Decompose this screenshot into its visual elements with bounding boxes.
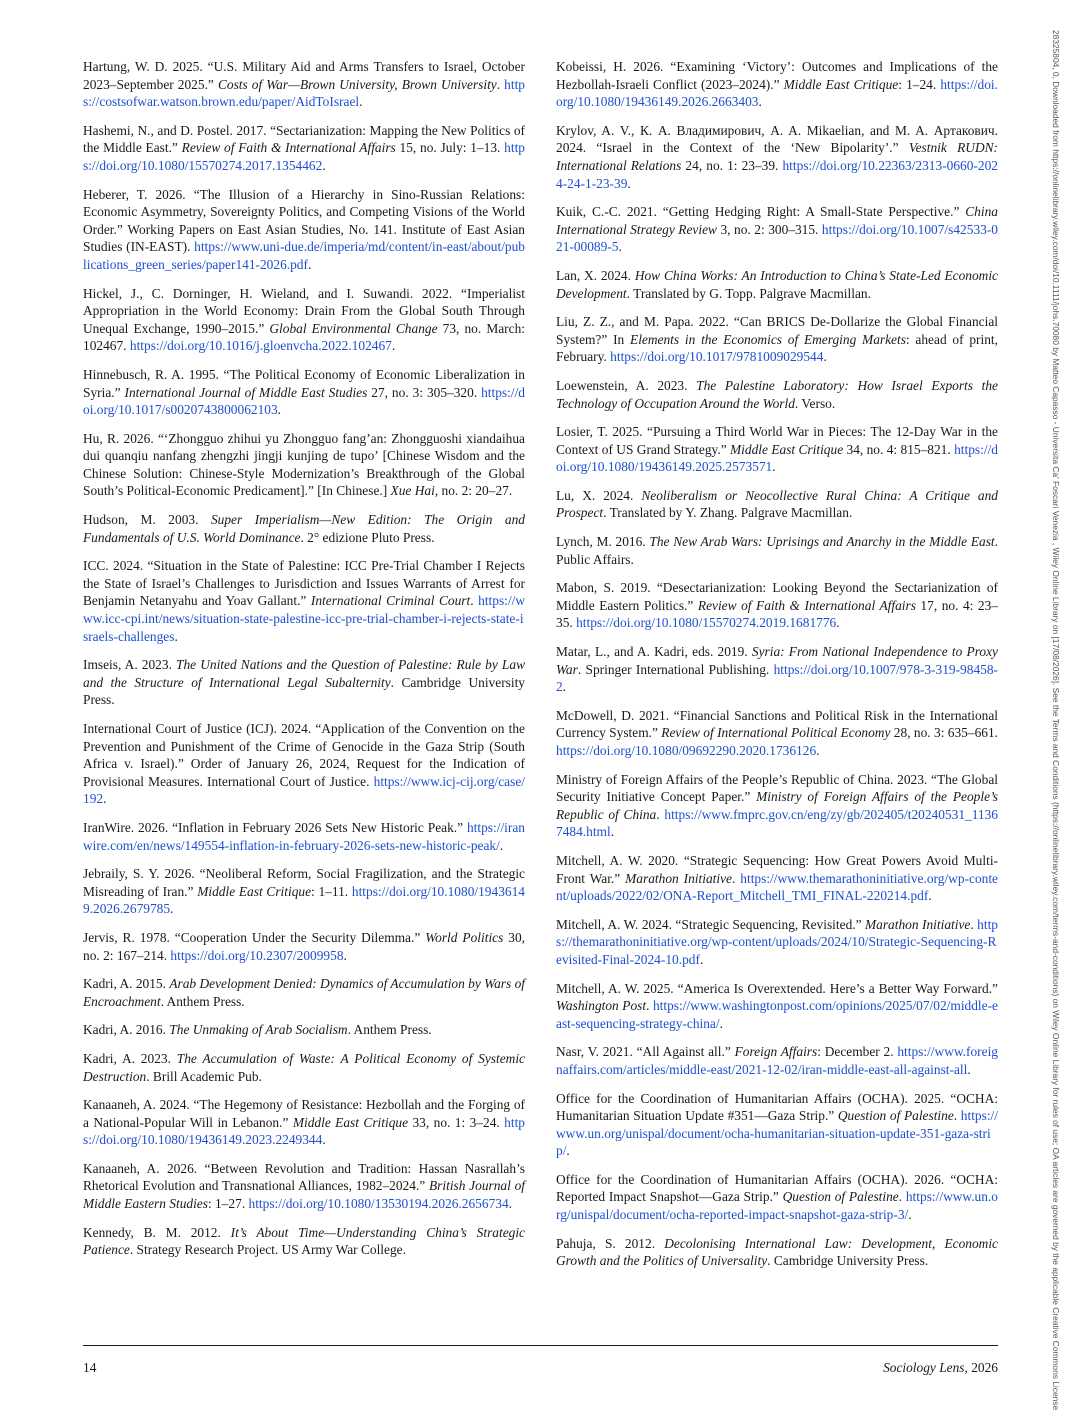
reference-text: . [772,459,776,475]
references-column-right [556,58,998,1281]
reference-text: . Public Affairs. [556,534,998,567]
reference-link[interactable]: https://doi.org/10.1080/19436149.2026.2663403 [556,76,998,110]
reference-link[interactable]: https://doi.org/10.1080/15570274.2019.1681776 [576,615,837,631]
reference-link[interactable]: https://costsofwar.watson.brown.edu/paper/AidToIsrael [83,76,525,110]
reference-text: Kuik, C.-C. 2021. “Getting Hedging Right: A Small-State Perspective.” [556,204,966,220]
reference-text: Imseis, A. 2023. [83,657,177,673]
page-number: 14 [83,1360,97,1375]
reference-italic-title: Decolonising International Law: Development, Economic Growth and the Politics of Universality [556,1235,999,1269]
reference-link[interactable]: https://doi.org/10.1080/13530194.2026.2656734 [248,1196,509,1212]
reference-text: . [823,349,827,365]
reference-text: Lu, X. 2024. [556,487,642,503]
reference-text: Kobeissi, H. 2026. “Examining ‘Victory’: Outcomes and Implications of the Hezbollah-Israeli Conflict (2023–2024).” [556,59,998,92]
reference-entry [83,1160,525,1213]
reference-text: Mitchell, A. W. 2024. “Strategic Sequencing, Revisited.” [556,916,865,932]
reference-text: . [322,157,326,173]
reference-link[interactable]: https://doi.org/10.1080/19436149.2025.2573571 [556,441,998,475]
reference-text: Office for the Coordination of Humanitarian Affairs (OCHA). 2026. “OCHA: Reported Impact Snapshot—Gaza Strip.” [556,1171,998,1205]
reference-text: . Cambridge University Press. [767,1253,929,1269]
reference-link[interactable]: https://doi.org/10.1080/19436149.2026.2679785 [83,883,525,917]
reference-text: Office for the Coordination of Humanitarian Affairs (OCHA). 2025. “OCHA: Humanitarian Situation Update #351—Gaza Strip.” [556,1090,998,1124]
reference-text: . Translated by G. Topp. Palgrave Macmillan. [626,285,871,301]
reference-italic-title: Elements in the Economics of Emerging Markets [630,331,906,347]
reference-link[interactable]: https://www.un.org/unispal/document/ocha-reported-impact-snapshot-gaza-strip-3/ [556,1189,998,1223]
reference-entry [556,916,998,969]
reference-text: Lynch, M. 2016. [556,534,650,550]
reference-text: . [322,1132,326,1148]
reference-italic-title: Marathon Initiative [865,916,971,932]
reference-text: . Anthem Press. [347,1022,432,1038]
reference-entry [83,1096,525,1149]
reference-text: : 1–11. [311,883,352,899]
reference-italic-title: Review of Faith & International Affairs [697,597,916,613]
reference-italic-title: Costs of War—Brown University, Brown University [217,76,497,92]
reference-italic-title: Global Environmental Change [269,320,438,336]
reference-italic-title: It’s About Time—Understanding China’s Strategic Patience [83,1224,526,1258]
reference-italic-title: Syria: From National Independence to Proxy War [556,644,998,677]
reference-text: Liu, Z. Z., and M. Papa. 2022. “Can BRICS De-Dollarize the Global Financial System?” In [556,314,998,347]
reference-text: 17, no. 4: 23–35. [556,597,998,631]
reference-text: . [953,1108,961,1124]
reference-italic-title: Middle East Critique [292,1114,409,1130]
journal-year: , 2026 [964,1360,998,1375]
reference-text: Losier, T. 2025. “Pursuing a Third World War in Pieces: The 12-Day War in the Context of US Grand Strategy.” [556,424,998,457]
reference-text: . [758,94,762,110]
reference-link[interactable]: https://www.fmprc.gov.cn/eng/zy/gb/202405/t20240531_11367484.html [556,806,998,840]
reference-entry [556,487,998,522]
reference-entry [556,533,998,568]
reference-text: 24, no. 1: 23–39. [681,157,783,173]
reference-text: . [170,901,174,917]
reference-text: . [391,338,396,354]
reference-text: . [618,239,622,255]
reference-text: Hashemi, N., and D. Postel. 2017. “Sectarianization: Mapping the New Politics of the Middle East.” [83,122,525,156]
reference-entry [556,58,998,111]
reference-italic-title: Neoliberalism or Neocollective Rural China: A Critique and Prospect [556,487,998,521]
reference-text: . [732,870,741,886]
reference-text: Jebraily, S. Y. 2026. “Neoliberal Reform, Social Fragilization, and the Strategic Misreading of Iran.” [83,866,525,899]
reference-text: Hinnebusch, R. A. 1995. “The Political Economy of Economic Liberalization in Syria.” [83,366,525,400]
reference-text: . [646,998,653,1014]
reference-link[interactable]: https://doi.org/10.1007/s42533-021-00089-5 [556,221,998,255]
reference-entry [83,656,525,709]
reference-entry [83,819,525,854]
reference-link[interactable]: https://doi.org/10.1080/09692290.2020.1736126 [556,743,817,758]
reference-text: . [908,1207,912,1223]
reference-text: . [277,402,282,418]
reference-italic-title: World Politics [425,929,504,945]
reference-entry [556,980,998,1033]
reference-italic-title: Question of Palestine [782,1189,899,1205]
reference-italic-title: Ministry of Foreign Affairs of the People’s Republic of China [556,789,998,822]
reference-text: 30, no. 2: 167–214. [83,929,526,963]
reference-text: . [836,615,840,631]
reference-entry [83,58,525,111]
reference-text: Hudson, M. 2003. [83,512,211,528]
reference-text: IranWire. 2026. “Inflation in February 2026 Sets New Historic Peak.” [83,819,467,835]
reference-link[interactable]: https://iranwire.com/en/news/149554-inflation-in-february-2026-sets-new-historic-peak/ [83,819,525,853]
reference-entry [83,865,525,918]
reference-italic-title: Foreign Affairs [734,1044,818,1060]
reference-link[interactable]: https://doi.org/10.1016/j.gloenvcha.2022.102467 [129,338,392,354]
reference-text: 15, no. July: 1–13. [395,140,505,156]
reference-italic-title: The United Nations and the Question of Palestine: Rule by Law and the Structure of International Legal Subalternity [83,657,525,690]
reference-text: . Cambridge University Press. [83,674,525,708]
reference-text: Loewenstein, A. 2023. [556,377,697,393]
reference-italic-title: Vestnik RUDN: International Relations [556,140,998,173]
reference-text: . [307,256,312,272]
reference-text: . [816,743,820,758]
journal-name: Sociology Lens [883,1360,965,1375]
reference-entry [556,313,998,366]
reference-link[interactable]: https://doi.org/10.1017/s0020743800062103 [83,384,525,418]
reference-text: . [499,837,504,853]
reference-italic-title: The Unmaking of Arab Socialism [169,1022,348,1038]
reference-text: Hartung, W. D. 2025. “U.S. Military Aid and Arms Transfers to Israel, October 2023–September 2025.” [83,59,525,92]
reference-entry [83,430,525,500]
reference-text: Jervis, R. 1978. “Cooperation Under the Security Dilemma.” [83,929,426,945]
reference-italic-title: The New Arab Wars: Uprisings and Anarchy in the Middle East [649,534,995,550]
reference-text: : 1–27. [207,1196,249,1212]
reference-text: Kanaaneh, A. 2026. “Between Revolution and Tradition: Hassan Nasrallah’s Rhetorical Evolution and Transnational Alliances, 1982–2024.” [83,1160,525,1194]
reference-italic-title: International Journal of Middle East Studies [124,384,368,400]
journal-label [883,1360,998,1376]
reference-entry [556,1043,998,1078]
reference-entry [83,122,525,175]
reference-entry [556,1235,998,1270]
reference-text: . [174,628,178,644]
reference-text: Kadri, A. 2016. [83,1022,170,1038]
reference-text: Heberer, T. 2026. “The Illusion of a Hierarchy in Sino-Russian Relations: Economic Asymmetry, Sovereignty Politics, and Competing Visions of the World Order.” Working Papers on East Asian Studies, No. 141. Institute of East Asian Studies (IN-EAST). [83,186,525,255]
reference-text: Kanaaneh, A. 2024. “The Hegemony of Resistance: Hezbollah and the Forging of a National-Popular Will in Lebanon.” [83,1097,525,1130]
reference-entry [556,122,998,192]
reference-text: , no. 2: 20–27. [434,483,513,499]
reference-link[interactable]: https://doi.org/10.1007/978-3-319-98458-2 [556,661,998,695]
reference-text: Pahuja, S. 2012. [556,1235,665,1251]
reference-text: Mabon, S. 2019. “Desectarianization: Looking Beyond the Sectarianization of Middle Eastern Politics.” [556,580,998,613]
reference-text: International Court of Justice (ICJ). 2024. “Application of the Convention on the Prevention and Punishment of the Crime of Genocide in the Gaza Strip (South Africa v. Israel).” Order of January 26, 2024, Request for the Indication of Provisional Measures. International Court of Justice. [83,721,525,789]
reference-text: 73, no. March: 102467. [83,320,525,354]
reference-entry [556,643,998,696]
download-notice: 28325804, 0, Downloaded from https://onlinelibrary.wiley.com/doi/10.1111/johs.70080 by Matteo Capasso - Universita Ca' Foscari Venezia , Wiley Online Library on [17/08/2026]. See the Terms and Conditions (https://onlinelibrary.wiley.com/terms-and-conditions) on Wiley Online Library for rules of use; OA articles are governed by the applicable Creative Commons License [1051,30,1061,1411]
reference-text: 27, no. 3: 305–320. [367,384,482,400]
reference-entry [83,285,525,355]
reference-italic-title: Washington Post [556,998,647,1014]
reference-entry [83,1224,525,1259]
reference-italic-title: China International Strategy Review [556,204,998,237]
reference-text: . [699,951,704,967]
reference-italic-title: Middle East Critique [197,883,312,899]
reference-text: . [656,806,665,822]
reference-text: Krylov, A. V., К. А. Владимирович, A. A. Mikaelian, and M. A. Артакович. 2024. “Israel in the Context of the ‘New Bipolarity’.” [556,122,998,156]
references-column-left [83,58,525,1270]
reference-link[interactable]: https://doi.org/10.1017/9781009029544 [610,349,824,365]
reference-text: : December 2. [817,1044,898,1060]
reference-entry [556,771,998,841]
reference-entry [556,852,998,905]
reference-entry [556,579,998,632]
reference-text: : 1–24. [898,76,941,92]
reference-text: Hickel, J., C. Dorninger, H. Wieland, and I. Suwandi. 2022. “Imperialist Appropriation in the World Economy: Drain From the Global South Through Unequal Exchange, 1990–2015.” [83,285,525,336]
reference-text: . Brill Academic Pub. [146,1068,262,1084]
reference-italic-title: Middle East Critique [730,441,844,457]
reference-text: . [562,679,567,695]
reference-text: 3, no. 2: 300–315. [716,221,822,237]
reference-text: . [928,888,932,904]
reference-text: . [566,1143,570,1159]
footer-rule [83,1345,998,1346]
reference-text: . [359,94,363,110]
reference-text: Mitchell, A. W. 2020. “Strategic Sequencing: How Great Powers Avoid Multi-Front War.” [556,852,998,886]
reference-text: . Anthem Press. [160,993,245,1009]
reference-italic-title: Xue Hai [390,483,435,499]
reference-italic-title: The Palestine Laboratory: How Israel Exports the Technology of Occupation Around the World [556,377,998,411]
reference-text: . Springer International Publishing. [577,661,774,677]
reference-text: . [470,593,479,609]
reference-italic-title: Marathon Initiative [625,870,732,886]
reference-entry [556,267,998,302]
reference-italic-title: Question of Palestine [837,1108,954,1124]
reference-text: Lan, X. 2024. [556,267,635,283]
reference-link[interactable]: https://doi.org/10.2307/2009958 [170,947,344,963]
reference-entry [556,707,998,760]
reference-link[interactable]: https://www.uni-due.de/imperia/md/content/in-east/about/publications_green_series/paper141-2026.pdf [83,239,525,272]
reference-italic-title: Arab Development Denied: Dynamics of Accumulation by Wars of Encroachment [83,976,525,1009]
reference-italic-title: Review of Faith & International Affairs [181,140,396,156]
reference-entry [83,366,525,419]
reference-text: ICC. 2024. “Situation in the State of Palestine: ICC Pre-Trial Chamber I Rejects the State of Israel’s Challenges to Jurisdiction and Issues Warrants of Arrest for Benjamin Netanyahu and Yoav Gallant.” [83,558,525,609]
reference-italic-title: International Criminal Court [310,593,471,609]
reference-text: Ministry of Foreign Affairs of the People’s Republic of China. 2023. “The Global Security Initiative Concept Paper.” [556,771,998,805]
reference-entry [556,1090,998,1160]
reference-text: Kadri, A. 2015. [83,976,170,992]
reference-text: . [719,1015,723,1031]
reference-link[interactable]: https://www.themarathoninitiative.org/wp-content/uploads/2022/02/ONA-Report_Mitchell_TMI_FINAL-220214.pdf [556,870,998,904]
reference-text: McDowell, D. 2021. “Financial Sanctions and Political Risk in the International Currency System.” [556,707,998,741]
reference-link[interactable]: https://www.foreignaffairs.com/articles/middle-east/2021-12-02/iran-middle-east-all-against-all [556,1044,998,1077]
reference-italic-title: Review of International Political Economy [661,725,891,741]
reference-entry [83,720,525,808]
reference-entry [556,1171,998,1224]
reference-link[interactable]: https://www.icc-cpi.int/news/situation-state-palestine-icc-pre-trial-chamber-i-rejects-state-israels-challenges [83,593,525,644]
reference-text: . [627,175,631,191]
reference-text: : ahead of print, February. [556,331,998,365]
reference-italic-title: Super Imperialism—New Edition: The Origin and Fundamentals of U.S. World Dominance [83,512,525,545]
reference-text: . Verso. [794,395,836,411]
reference-text: . 2° edizione Pluto Press. [300,529,435,545]
reference-text: 33, no. 1: 3–24. [408,1114,505,1130]
reference-text: . [343,947,347,963]
reference-text: . Strategy Research Project. US Army War College. [129,1242,406,1258]
reference-entry [556,203,998,256]
reference-link[interactable]: https://doi.org/10.22363/2313-0660-2024-24-1-23-39 [556,157,998,191]
reference-text: 28, no. 3: 635–661. [890,725,999,741]
reference-text: . [610,824,615,840]
reference-link[interactable]: https://doi.org/10.1080/19436149.2023.2249344 [83,1114,525,1148]
reference-entry [83,929,525,964]
reference-text: Kadri, A. 2023. [83,1050,177,1066]
reference-text: Mitchell, A. W. 2025. “America Is Overextended. Here’s a Better Way Forward.” [556,980,998,996]
reference-entry [83,511,525,546]
reference-entry [83,186,525,274]
reference-entry [556,423,998,476]
reference-text: . [898,1189,906,1205]
reference-text: Kennedy, B. M. 2012. [83,1224,231,1240]
reference-link[interactable]: https://themarathoninitiative.org/wp-content/uploads/2024/10/Strategic-Sequencing-Revisited-Final-2024-10.pdf [556,916,998,967]
reference-text: 34, no. 4: 815–821. [843,441,955,457]
reference-text: Hu, R. 2026. “‘Zhongguo zhihui yu Zhongguo fang’an: Zhongguoshi xiandaihua dui quanqiu nanfang zhengzhi jingji kunjing de tupo’ [Chinese Wisdom and the Chinese Solution: Chinese-Style Modernization’s Breakthrough of the Global South’s Political-Economic Predicament].” [In Chinese.] [83,430,525,499]
reference-italic-title: The Accumulation of Waste: A Political Economy of Systemic Destruction [83,1050,526,1084]
reference-text: . [508,1196,513,1212]
reference-text: . [970,916,978,932]
reference-italic-title: How China Works: An Introduction to China’s State-Led Economic Development [556,267,998,301]
reference-link[interactable]: https://doi.org/10.1080/15570274.2017.1354462 [83,140,525,173]
reference-text: Matar, L., and A. Kadri, eds. 2019. [556,644,752,660]
reference-link[interactable]: https://www.un.org/unispal/document/ocha-humanitarian-situation-update-351-gaza-strip/ [556,1108,998,1159]
reference-text: . [496,76,505,92]
reference-entry [556,377,998,412]
reference-italic-title: Middle East Critique [783,76,899,92]
reference-entry [83,1050,525,1085]
reference-text: Nasr, V. 2021. “All Against all.” [556,1044,735,1060]
reference-link[interactable]: https://www.washingtonpost.com/opinions/2025/07/02/middle-east-sequencing-strategy-china/ [556,998,998,1031]
reference-link[interactable]: https://www.icj-cij.org/case/192 [83,773,525,807]
reference-text: . [967,1061,971,1077]
reference-italic-title: British Journal of Middle Eastern Studies [83,1178,525,1212]
reference-entry [83,975,525,1010]
reference-entry [83,1021,525,1039]
reference-text: . Translated by Y. Zhang. Palgrave Macmillan. [603,505,853,521]
reference-entry [83,557,525,645]
reference-text: . [103,791,107,807]
